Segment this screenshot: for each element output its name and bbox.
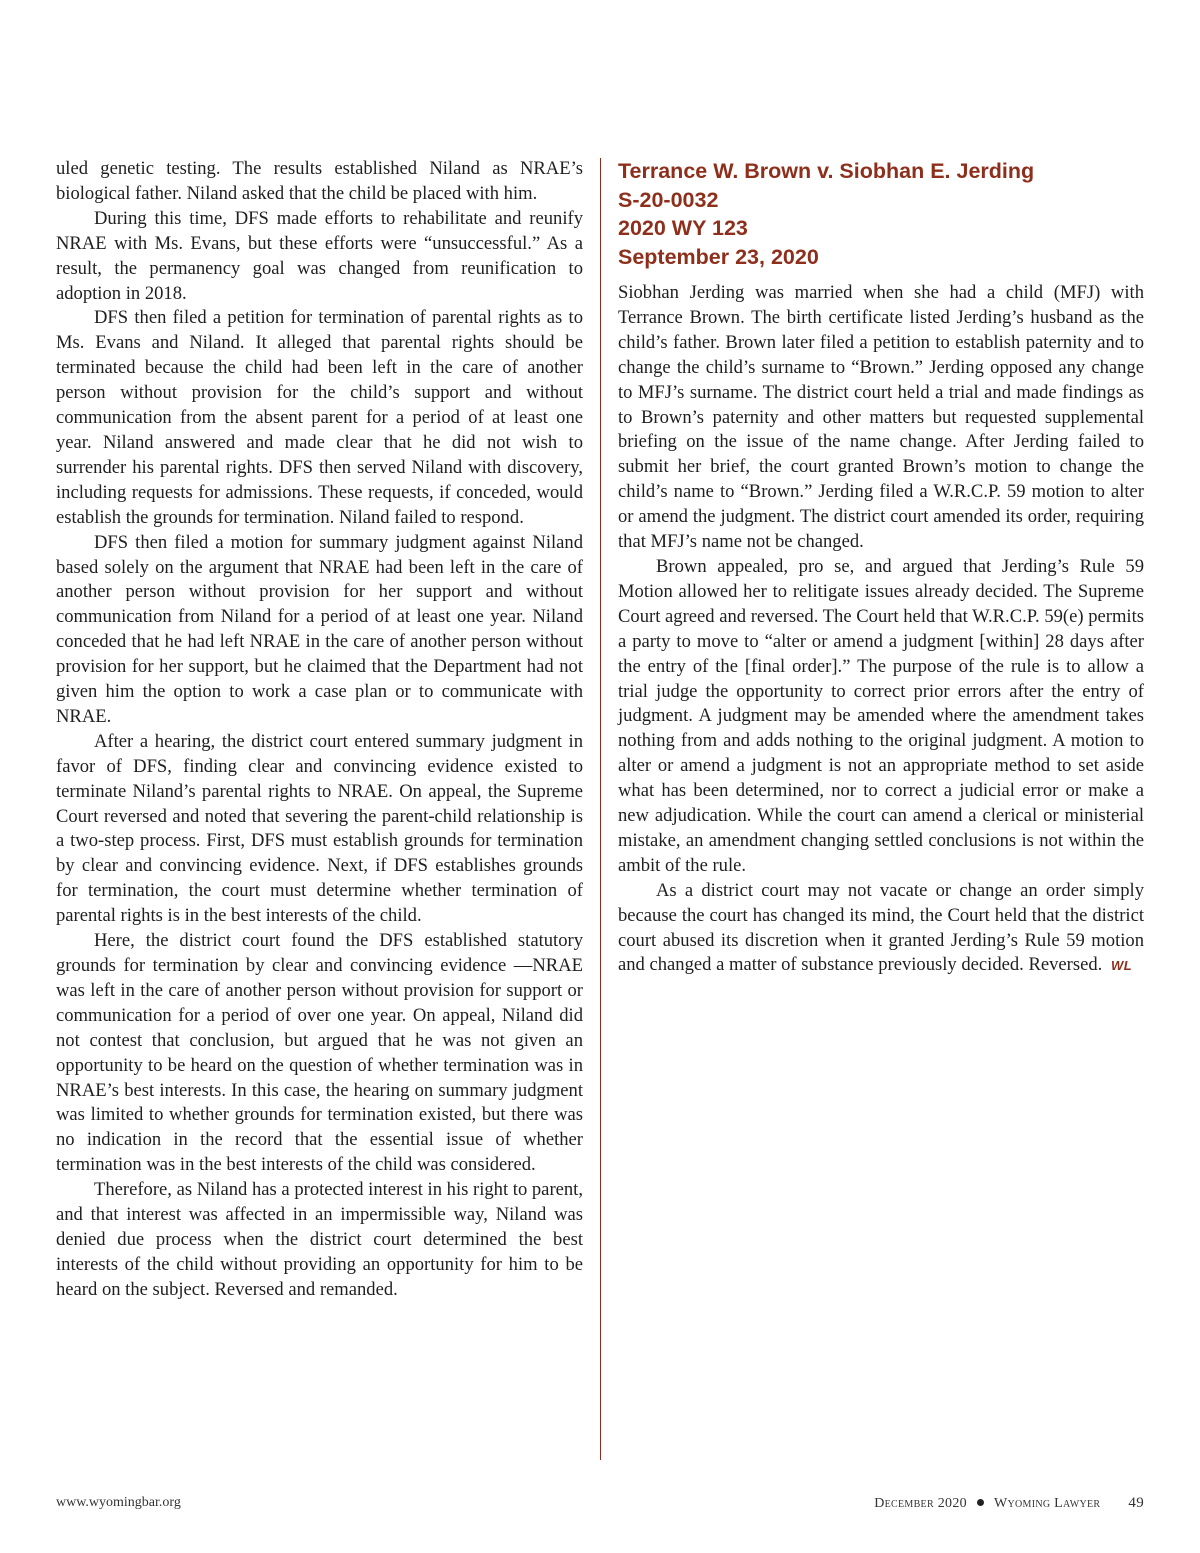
case-heading xyxy=(618,157,1144,271)
bullet-icon xyxy=(977,1499,984,1506)
right-paragraph-3 xyxy=(618,879,1144,980)
footer-issue: December 2020 xyxy=(874,1495,967,1511)
left-column xyxy=(56,157,583,1303)
right-paragraph-2: Brown appealed, pro se, and argued that Jerding’s Rule 59 Motion allowed her to relitigate issues already decided. The Supreme Court agreed and reversed. The Court held that W.R.C.P. 59(e) permits a party to move to “alter or amend a judgment [within] 28 days after the entry of the [final order].” The purpose of the rule is to allow a trial judge the opportunity to correct prior errors after the entry of judgment. A judgment may be amended where the amendment takes nothing from and adds nothing to the original judgment. A motion to alter or amend a judgment is not an appropriate method to set aside what has been determined, nor to correct a judicial error or make a new adjudication. While the court can amend a clerical or ministerial mistake, an amendment changing settled conclusions is not within the ambit of the rule. xyxy=(618,555,1144,876)
left-paragraph-1: uled genetic testing. The results established Niland as NRAE’s biological father. Niland asked that the child be placed with him. xyxy=(56,158,583,204)
case-docket: S-20-0032 xyxy=(618,187,719,212)
wl-end-mark-icon: WL xyxy=(1110,958,1133,974)
footer-issue-info xyxy=(874,1495,1144,1512)
footer-publication: Wyoming Lawyer xyxy=(993,1495,1101,1511)
page-number: 49 xyxy=(1128,1495,1144,1511)
case-citation: 2020 WY 123 xyxy=(618,216,748,240)
left-paragraph-6: Here, the district court found the DFS established statutory grounds for termination by clear and convincing evidence —NRAE was left in the care of another person without provision for support or communication for a period of over one year. On appeal, Niland did not contest that conclusion, but argued that he was not given an opportunity to be heard on the question of whether termination was in NRAE’s best interests. In this case, the hearing on summary judgment was limited to whether grounds for termination existed, but there was no indication in the record that the essential issue of whether termination was in the best interests of the child was considered. xyxy=(56,930,583,1176)
case-date: September 23, 2020 xyxy=(618,244,819,269)
case-title: Terrance W. Brown v. Siobhan E. Jerding xyxy=(618,159,1035,183)
right-paragraph-3-text: As a district court may not vacate or change an order simply because the court has changed its mind, the Court held that the district court abused its discretion when it granted Jerding’s Rule 59 motion and changed a matter of substance previously decided. Reversed. xyxy=(618,879,1144,976)
footer-website: www.wyomingbar.org xyxy=(56,1495,181,1510)
right-column xyxy=(618,157,1144,979)
right-paragraph-1: Siobhan Jerding was married when she had a child (MFJ) with Terrance Brown. The birth certificate listed Jerding’s husband as the child’s father. Brown later filed a petition to establish paternity and to change the child’s surname to “Brown.” Jerding opposed any change to MFJ’s surname. The district court held a trial and made findings as to Brown’s paternity and other matters but requested supplemental briefing on the issue of the name change. After Jerding failed to submit her brief, the court granted Brown’s motion to change the child’s name to “Brown.” Jerding filed a W.R.C.P. 59 motion to alter or amend the judgment. The district court amended its order, requiring that MFJ’s name not be changed. xyxy=(618,282,1144,553)
left-paragraph-4: DFS then filed a motion for summary judgment against Niland based solely on the argument that NRAE had been left in the care of another person without provision for her support and without communication from Niland for a period of at least one year. Niland conceded that he had left NRAE in the care of another person without provision for her support, but he claimed that the Department had not given him the option to work a case plan or to communicate with NRAE. xyxy=(56,531,583,727)
left-paragraph-7: Therefore, as Niland has a protected interest in his right to parent, and that interest was affected in an impermissible way, Niland was denied due process when the district court determined the best interests of the child without providing an opportunity for him to be heard on the subject. Reversed and remanded. xyxy=(56,1179,583,1300)
left-paragraph-5: After a hearing, the district court entered summary judgment in favor of DFS, finding clear and convincing evidence existed to terminate Niland’s parental rights to NRAE. On appeal, the Supreme Court reversed and noted that severing the parent-child relationship is a two-step process. First, DFS must establish grounds for termination by clear and convincing evidence. Next, if DFS establishes grounds for termination, the court must determine whether termination of parental rights is in the best interests of the child. xyxy=(56,730,583,927)
column-divider xyxy=(600,158,601,1460)
left-paragraph-2: During this time, DFS made efforts to rehabilitate and reunify NRAE with Ms. Evans, but these efforts were “unsuccessful.” As a result, the permanency goal was changed from reunification to adoption in 2018. xyxy=(56,207,583,304)
left-paragraph-3: DFS then filed a petition for termination of parental rights as to Ms. Evans and Niland. It alleged that parental rights should be terminated because the child had been left in the care of another person without provision for the child’s support and without communication from the absent parent for a period of at least one year. Niland answered and made clear that he did not wish to surrender his parental rights. DFS then served Niland with discovery, including requests for admissions. These requests, if conceded, would establish the grounds for termination. Niland failed to respond. xyxy=(56,307,583,528)
